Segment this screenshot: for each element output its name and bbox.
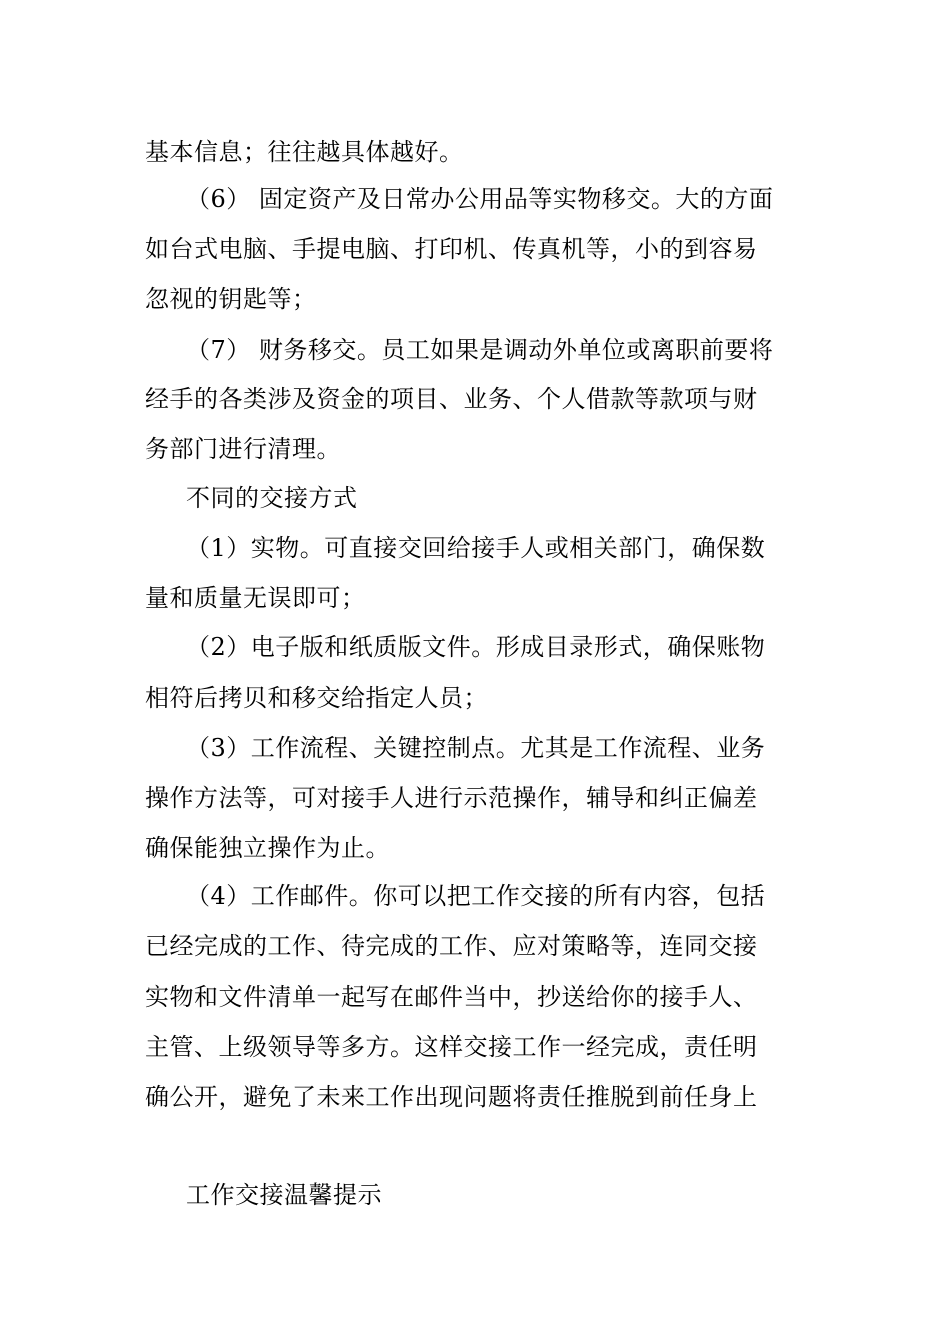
text-line-method-4-cont-4: 确公开，避免了未来工作出现问题将责任推脱到前任身上 <box>145 1083 758 1111</box>
section-heading-handover-tips: 工作交接温馨提示 <box>186 1181 382 1209</box>
text-line-basic-info: 基本信息；往往越具体越好。 <box>145 138 464 166</box>
text-line-method-3: （3）工作流程、关键控制点。尤其是工作流程、业务 <box>186 734 766 762</box>
text-line-item-7-cont-1: 经手的各类涉及资金的项目、业务、个人借款等款项与财 <box>145 385 758 413</box>
section-heading-handover-methods: 不同的交接方式 <box>186 484 358 512</box>
text-line-method-1: （1）实物。可直接交回给接手人或相关部门，确保数 <box>186 534 766 562</box>
text-line-method-3-cont-2: 确保能独立操作为止。 <box>145 834 390 862</box>
text-line-method-2-cont: 相符后拷贝和移交给指定人员； <box>145 684 488 712</box>
text-line-method-3-cont-1: 操作方法等，可对接手人进行示范操作，辅导和纠正偏差 <box>145 784 758 812</box>
text-line-method-4-cont-2: 实物和文件清单一起写在邮件当中，抄送给你的接手人、 <box>145 983 758 1011</box>
text-line-item-6-cont-1: 如台式电脑、手提电脑、打印机、传真机等，小的到容易 <box>145 235 758 263</box>
text-line-item-6-cont-2: 忽视的钥匙等； <box>145 285 317 313</box>
text-line-method-2: （2）电子版和纸质版文件。形成目录形式，确保账物 <box>186 633 766 661</box>
text-line-method-4-cont-3: 主管、上级领导等多方。这样交接工作一经完成，责任明 <box>145 1033 758 1061</box>
text-line-item-7: （7） 财务移交。员工如果是调动外单位或离职前要将 <box>186 336 774 364</box>
text-line-method-4: （4）工作邮件。你可以把工作交接的所有内容，包括 <box>186 882 766 910</box>
text-line-item-7-cont-2: 务部门进行清理。 <box>145 435 341 463</box>
text-line-item-6: （6） 固定资产及日常办公用品等实物移交。大的方面 <box>186 185 774 213</box>
text-line-method-1-cont: 量和质量无误即可； <box>145 584 366 612</box>
text-line-method-4-cont-1: 已经完成的工作、待完成的工作、应对策略等，连同交接 <box>145 932 758 960</box>
